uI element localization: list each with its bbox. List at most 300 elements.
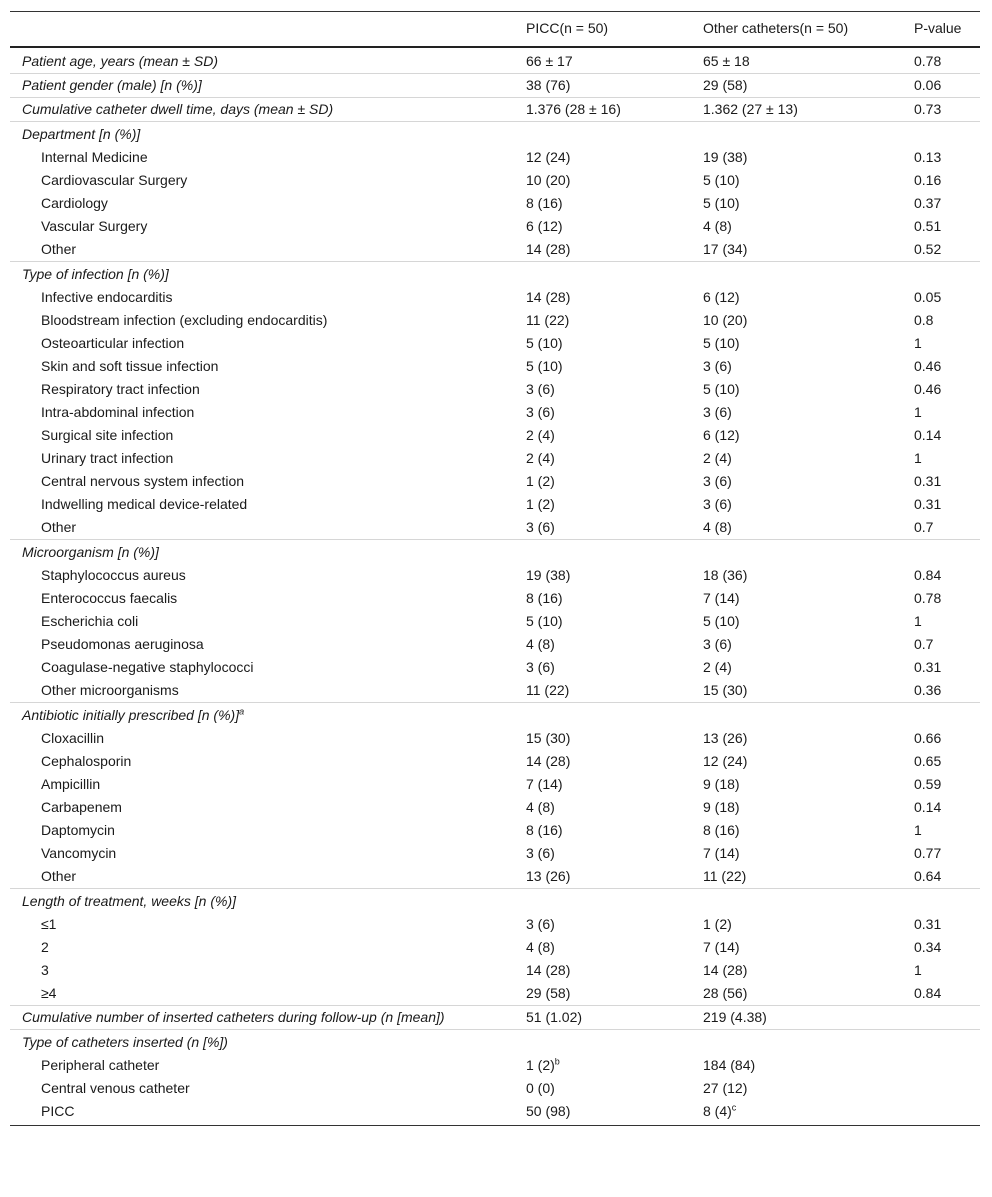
header-other-catheters: Other catheters(n = 50) <box>703 20 849 36</box>
picc-value-text: 19 (38) <box>526 567 571 583</box>
row-label <box>10 47 514 74</box>
picc-value-text: 4 (8) <box>526 636 555 652</box>
picc-value-text: 12 (24) <box>526 149 571 165</box>
row-label <box>10 936 514 959</box>
row-label <box>10 192 514 215</box>
row-label-text: ≤1 <box>41 916 57 932</box>
table-row <box>10 516 980 540</box>
other-value-text: 7 (14) <box>703 939 740 955</box>
picc-value <box>514 842 691 865</box>
row-label-text: Cumulative catheter dwell time, days (mean ± SD) <box>22 101 334 117</box>
row-label <box>10 842 514 865</box>
table-row <box>10 470 980 493</box>
picc-value-text: 14 (28) <box>526 289 571 305</box>
p-value-text: 1 <box>914 962 922 978</box>
section-header-row <box>10 1030 980 1055</box>
other-value-text: 6 (12) <box>703 427 740 443</box>
row-label-text: Other <box>41 519 77 535</box>
row-label-text: Enterococcus faecalis <box>41 590 178 606</box>
row-label-text: Indwelling medical device-related <box>41 496 248 512</box>
p-value <box>902 610 980 633</box>
row-label <box>10 215 514 238</box>
table-row <box>10 401 980 424</box>
empty-cell <box>514 122 691 147</box>
table-row <box>10 587 980 610</box>
table-row <box>10 74 980 98</box>
row-label <box>10 447 514 470</box>
picc-value-text: 5 (10) <box>526 613 563 629</box>
other-value-text: 9 (18) <box>703 799 740 815</box>
table-row <box>10 146 980 169</box>
other-value <box>691 401 902 424</box>
other-value <box>691 516 902 540</box>
picc-value-text: 8 (16) <box>526 590 563 606</box>
picc-value <box>514 1054 691 1077</box>
empty-cell <box>691 262 902 287</box>
row-label-text: 2 <box>41 939 49 955</box>
row-label-text: Respiratory tract infection <box>41 381 200 397</box>
picc-value-text: 1 (2) <box>526 473 555 489</box>
other-value-text: 12 (24) <box>703 753 748 769</box>
section-label-text: Type of catheters inserted (n [%]) <box>22 1034 228 1050</box>
p-value <box>902 215 980 238</box>
other-value-text: 8 (4) <box>703 1103 732 1119</box>
empty-cell <box>514 889 691 914</box>
empty-cell <box>514 540 691 565</box>
picc-value <box>514 773 691 796</box>
p-value-text: 0.7 <box>914 519 934 535</box>
other-value-text: 3 (6) <box>703 636 732 652</box>
table-row <box>10 493 980 516</box>
other-value <box>691 238 902 262</box>
other-value <box>691 1006 902 1030</box>
row-label <box>10 564 514 587</box>
other-value <box>691 679 902 703</box>
other-value-text: 13 (26) <box>703 730 748 746</box>
p-value <box>902 286 980 309</box>
p-value-text: 0.51 <box>914 218 942 234</box>
p-value-text: 0.64 <box>914 868 942 884</box>
other-value-text: 9 (18) <box>703 776 740 792</box>
other-value-text: 2 (4) <box>703 659 732 675</box>
picc-value <box>514 1100 691 1126</box>
picc-value <box>514 610 691 633</box>
p-value <box>902 424 980 447</box>
section-label-text: Antibiotic initially prescribed [n (%)] <box>22 707 240 723</box>
data-table <box>10 11 980 1126</box>
p-value-text: 0.78 <box>914 590 942 606</box>
table-row <box>10 47 980 74</box>
picc-value-text: 6 (12) <box>526 218 563 234</box>
picc-value-text: 38 (76) <box>526 77 571 93</box>
p-value-text: 0.16 <box>914 172 942 188</box>
row-label-text: Intra-abdominal infection <box>41 404 195 420</box>
picc-value <box>514 286 691 309</box>
row-label-text: Cephalosporin <box>41 753 132 769</box>
picc-value <box>514 238 691 262</box>
other-value <box>691 98 902 122</box>
row-label <box>10 516 514 540</box>
section-label <box>10 889 514 914</box>
other-value <box>691 727 902 750</box>
table-row <box>10 355 980 378</box>
row-label-text: Infective endocarditis <box>41 289 173 305</box>
row-label-text: Patient gender (male) [n (%)] <box>22 77 202 93</box>
other-value-text: 7 (14) <box>703 845 740 861</box>
header-variable <box>10 12 514 48</box>
other-value-text: 219 (4.38) <box>703 1009 767 1025</box>
other-value <box>691 842 902 865</box>
picc-value <box>514 424 691 447</box>
p-value-text: 0.66 <box>914 730 942 746</box>
p-value <box>902 47 980 74</box>
row-label-text: Pseudomonas aeruginosa <box>41 636 204 652</box>
other-value-text: 4 (8) <box>703 519 732 535</box>
picc-value-text: 2 (4) <box>526 450 555 466</box>
section-header-row <box>10 889 980 914</box>
row-label-text: Peripheral catheter <box>41 1057 160 1073</box>
p-value <box>902 865 980 889</box>
other-value-text: 14 (28) <box>703 962 748 978</box>
other-value <box>691 865 902 889</box>
picc-value <box>514 309 691 332</box>
row-label-text: ≥4 <box>41 985 57 1001</box>
other-value-text: 3 (6) <box>703 404 732 420</box>
row-label-text: 3 <box>41 962 49 978</box>
picc-value-text: 4 (8) <box>526 939 555 955</box>
row-label <box>10 169 514 192</box>
p-value-text: 0.84 <box>914 567 942 583</box>
picc-value-text: 11 (22) <box>526 682 570 698</box>
picc-value-text: 13 (26) <box>526 868 571 884</box>
p-value <box>902 842 980 865</box>
picc-value-text: 0 (0) <box>526 1080 555 1096</box>
p-value <box>902 493 980 516</box>
section-label <box>10 1030 514 1055</box>
section-header-row <box>10 703 980 728</box>
row-label-text: Carbapenem <box>41 799 122 815</box>
other-value-text: 27 (12) <box>703 1080 748 1096</box>
picc-value-text: 29 (58) <box>526 985 571 1001</box>
other-value-text: 5 (10) <box>703 172 740 188</box>
table-row <box>10 192 980 215</box>
p-value <box>902 169 980 192</box>
p-value-text: 0.31 <box>914 473 942 489</box>
table-row <box>10 332 980 355</box>
table-row <box>10 982 980 1006</box>
other-value <box>691 796 902 819</box>
row-label <box>10 493 514 516</box>
empty-cell <box>691 889 902 914</box>
p-value <box>902 516 980 540</box>
row-label <box>10 865 514 889</box>
p-value-text: 0.8 <box>914 312 934 328</box>
other-value <box>691 1077 902 1100</box>
p-value <box>902 1077 980 1100</box>
picc-value-text: 1 (2) <box>526 496 555 512</box>
row-label <box>10 309 514 332</box>
row-label-text: Daptomycin <box>41 822 115 838</box>
p-value-text: 0.73 <box>914 101 942 117</box>
row-label <box>10 332 514 355</box>
table-row <box>10 959 980 982</box>
table-row <box>10 656 980 679</box>
other-value <box>691 773 902 796</box>
picc-value-text: 8 (16) <box>526 822 563 838</box>
p-value-text: 0.31 <box>914 496 942 512</box>
other-value <box>691 982 902 1006</box>
section-label <box>10 703 514 728</box>
other-value-text: 5 (10) <box>703 613 740 629</box>
picc-value <box>514 865 691 889</box>
row-label <box>10 679 514 703</box>
p-value-text: 1 <box>914 335 922 351</box>
row-label-text: Vancomycin <box>41 845 117 861</box>
header-picc: PICC(n = 50) <box>526 20 609 36</box>
p-value <box>902 332 980 355</box>
table-row <box>10 936 980 959</box>
empty-cell <box>902 1030 980 1055</box>
empty-cell <box>691 122 902 147</box>
other-value <box>691 74 902 98</box>
picc-value-text: 50 (98) <box>526 1103 571 1119</box>
p-value-text: 0.52 <box>914 241 942 257</box>
section-label-text: Type of infection [n (%)] <box>22 266 169 282</box>
p-value <box>902 401 980 424</box>
row-label-text: Skin and soft tissue infection <box>41 358 219 374</box>
table-header <box>10 12 980 48</box>
other-value-text: 3 (6) <box>703 473 732 489</box>
p-value-text: 1 <box>914 613 922 629</box>
p-value <box>902 913 980 936</box>
other-value-text: 6 (12) <box>703 289 740 305</box>
other-value-text: 5 (10) <box>703 381 740 397</box>
row-label-text: Other <box>41 868 77 884</box>
picc-value <box>514 470 691 493</box>
table-row <box>10 169 980 192</box>
picc-value-text: 3 (6) <box>526 916 555 932</box>
picc-value <box>514 656 691 679</box>
table-row <box>10 1077 980 1100</box>
picc-value-text: 14 (28) <box>526 962 571 978</box>
p-value-text: 0.78 <box>914 53 942 69</box>
p-value-text: 1 <box>914 404 922 420</box>
picc-value-text: 3 (6) <box>526 381 555 397</box>
p-value <box>902 773 980 796</box>
p-value <box>902 982 980 1006</box>
p-value-text: 0.77 <box>914 845 942 861</box>
picc-value <box>514 982 691 1006</box>
section-header-row <box>10 540 980 565</box>
other-value <box>691 750 902 773</box>
other-value <box>691 470 902 493</box>
picc-value <box>514 378 691 401</box>
row-label <box>10 913 514 936</box>
other-value-text: 28 (56) <box>703 985 748 1001</box>
picc-value <box>514 959 691 982</box>
p-value <box>902 587 980 610</box>
picc-value-text: 4 (8) <box>526 799 555 815</box>
other-value <box>691 1054 902 1077</box>
p-value-text: 0.46 <box>914 358 942 374</box>
picc-value <box>514 192 691 215</box>
p-value <box>902 656 980 679</box>
row-label <box>10 1077 514 1100</box>
picc-value <box>514 819 691 842</box>
p-value-text: 1 <box>914 450 922 466</box>
p-value-text: 0.7 <box>914 636 934 652</box>
p-value <box>902 936 980 959</box>
other-value-text: 184 (84) <box>703 1057 756 1073</box>
picc-value-text: 5 (10) <box>526 358 563 374</box>
picc-value <box>514 355 691 378</box>
table-row <box>10 98 980 122</box>
row-label-text: Internal Medicine <box>41 149 148 165</box>
other-value-text: 3 (6) <box>703 496 732 512</box>
p-value <box>902 470 980 493</box>
table-row <box>10 286 980 309</box>
section-label-text: Department [n (%)] <box>22 126 141 142</box>
table-row <box>10 610 980 633</box>
table-row <box>10 447 980 470</box>
picc-value <box>514 146 691 169</box>
p-value <box>902 378 980 401</box>
picc-value <box>514 1006 691 1030</box>
p-value <box>902 192 980 215</box>
p-value <box>902 750 980 773</box>
picc-value-text: 1 (2) <box>526 1057 555 1073</box>
table-row <box>10 679 980 703</box>
other-value <box>691 286 902 309</box>
row-label <box>10 238 514 262</box>
other-value-text: 5 (10) <box>703 195 740 211</box>
picc-value <box>514 750 691 773</box>
empty-cell <box>902 262 980 287</box>
row-label-text: Cumulative number of inserted catheters during follow-up (n [mean]) <box>22 1009 445 1025</box>
header-row <box>10 12 980 48</box>
p-value <box>902 679 980 703</box>
other-value <box>691 656 902 679</box>
other-value-text: 19 (38) <box>703 149 748 165</box>
picc-value <box>514 564 691 587</box>
table-row <box>10 238 980 262</box>
row-label-text: Vascular Surgery <box>41 218 148 234</box>
p-value-text: 0.59 <box>914 776 942 792</box>
p-value-text: 0.65 <box>914 753 942 769</box>
row-label <box>10 378 514 401</box>
p-value <box>902 819 980 842</box>
other-value-text: 7 (14) <box>703 590 740 606</box>
picc-value-text: 10 (20) <box>526 172 571 188</box>
section-label-text: Length of treatment, weeks [n (%)] <box>22 893 236 909</box>
picc-value-text: 3 (6) <box>526 404 555 420</box>
picc-value-text: 1.376 (28 ± 16) <box>526 101 621 117</box>
table-row <box>10 796 980 819</box>
row-label <box>10 819 514 842</box>
section-label <box>10 262 514 287</box>
row-label-text: Other <box>41 241 77 257</box>
table-row <box>10 1006 980 1030</box>
other-value <box>691 959 902 982</box>
p-value-text: 0.13 <box>914 149 942 165</box>
table-row <box>10 378 980 401</box>
empty-cell <box>902 703 980 728</box>
picc-value-text: 11 (22) <box>526 312 570 328</box>
picc-value-text: 3 (6) <box>526 845 555 861</box>
row-label <box>10 610 514 633</box>
p-value-text: 0.34 <box>914 939 942 955</box>
row-label <box>10 727 514 750</box>
row-label <box>10 796 514 819</box>
row-label-text: Escherichia coli <box>41 613 139 629</box>
picc-value <box>514 936 691 959</box>
p-value-text: 0.05 <box>914 289 942 305</box>
other-value <box>691 633 902 656</box>
p-value <box>902 1100 980 1126</box>
row-label-text: Cardiovascular Surgery <box>41 172 188 188</box>
other-value-text: 18 (36) <box>703 567 748 583</box>
other-value <box>691 309 902 332</box>
picc-value <box>514 493 691 516</box>
empty-cell <box>514 262 691 287</box>
table-row <box>10 750 980 773</box>
p-value-text: 0.36 <box>914 682 942 698</box>
other-value-text: 65 ± 18 <box>703 53 750 69</box>
section-header-row <box>10 262 980 287</box>
row-label <box>10 98 514 122</box>
p-value <box>902 309 980 332</box>
footnote-marker: a <box>239 706 245 717</box>
row-label <box>10 74 514 98</box>
picc-value <box>514 587 691 610</box>
empty-cell <box>691 540 902 565</box>
row-label <box>10 982 514 1006</box>
picc-value-text: 66 ± 17 <box>526 53 573 69</box>
p-value <box>902 98 980 122</box>
table-row <box>10 819 980 842</box>
empty-cell <box>902 540 980 565</box>
p-value-text: 0.37 <box>914 195 942 211</box>
other-value-text: 17 (34) <box>703 241 748 257</box>
picc-value-text: 5 (10) <box>526 335 563 351</box>
p-value <box>902 146 980 169</box>
row-label-text: Osteoarticular infection <box>41 335 185 351</box>
other-value <box>691 169 902 192</box>
row-label <box>10 470 514 493</box>
p-value <box>902 564 980 587</box>
empty-cell <box>691 703 902 728</box>
p-value <box>902 1006 980 1030</box>
row-label-text: Cardiology <box>41 195 108 211</box>
picc-value-text: 7 (14) <box>526 776 563 792</box>
other-value <box>691 146 902 169</box>
other-value <box>691 587 902 610</box>
other-value <box>691 215 902 238</box>
p-value <box>902 1054 980 1077</box>
other-value-text: 2 (4) <box>703 450 732 466</box>
row-label-text: Coagulase-negative staphylococci <box>41 659 254 675</box>
empty-cell <box>902 122 980 147</box>
p-value <box>902 959 980 982</box>
footnote-marker: c <box>731 1102 737 1113</box>
other-value <box>691 47 902 74</box>
picc-value <box>514 913 691 936</box>
other-value <box>691 192 902 215</box>
p-value-text: 0.31 <box>914 659 942 675</box>
table-row <box>10 564 980 587</box>
p-value <box>902 796 980 819</box>
picc-value <box>514 633 691 656</box>
